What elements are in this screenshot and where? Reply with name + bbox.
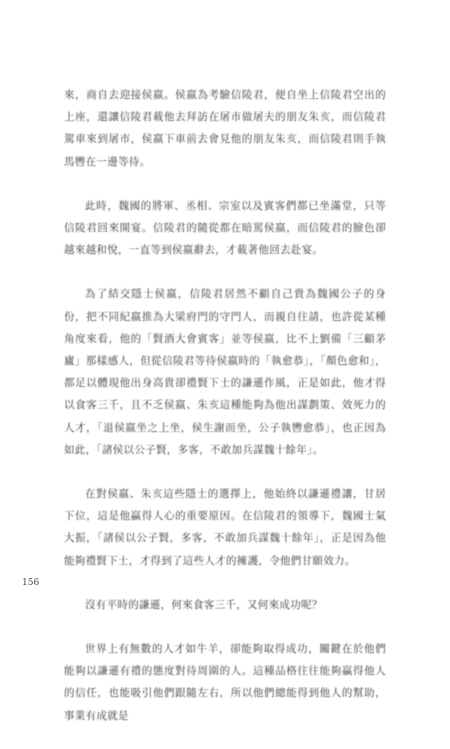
body-text <box>64 84 386 749</box>
paragraph: 世界上有無數的人才如牛羊，卻能夠取得成功，關鍵在於他們能夠以謙遜有禮的態度對待周圍的人。這種品格往往能夠贏得他人的信任，也能吸引他們跟隨左右，所以他們總能得到他人的幫助，事業有成就是 <box>64 643 386 722</box>
paragraph: 此時，魏國的將軍、丞相、宗室以及賓客們都已坐滿堂，只等信陵君回來開宴。信陵君的隨從都在暗罵侯嬴，而信陵君的臉色卻越來越和悅，一直等到侯嬴辭去，才載著他回去赴宴。 <box>64 199 386 257</box>
paragraph: 來，商自去迎接侯嬴。侯嬴為考驗信陵君，便自坐上信陵君空出的上座，還讓信陵君載他去拜訪在屠市做屠夫的朋友朱亥，而信陵君駕車來到屠市，侯嬴下車前去會見他的朋友朱亥，而信陵君則手執馬轡在一邊等待。 <box>64 89 386 168</box>
paragraph: 為了結交隱士侯嬴，信陵君居然不顧自己貴為魏國公子的身份，把不同紀嬴推為大梁府門的守門人，而親自往請，也許從某種角度來看，他的「賢酒大會賓客」並等侯嬴，比不上劉備「三顧茅廬」那樣感人，但從信陵君等待侯嬴時的「執愈恭」，「顏色愈和」，都足以體現他出身高貴卻禮賢下士的謙遜作風，正是如此，他才得以食客三千，且不乏侯嬴、朱亥這種能夠為他出謀劃策、效死力的人才，「退侯嬴坐之上坐，侯生謝而坐，公子執轡愈恭」，也正因為如此，「諸侯以公子賢，多客，不敢加兵謀魏十餘年」。 <box>64 288 386 456</box>
paragraph: 沒有平時的謙遜，何來食客三千，又何來成功呢？ <box>85 598 323 611</box>
page-number: 156 <box>22 578 40 588</box>
paragraph: 在對侯嬴、朱亥這些隱士的選擇上，他始終以謙遜禮讓，甘居下位，這是他贏得人心的重要原因。在信陵君的領導下，魏國士氣大振，「諸侯以公子賢，多客，不敢加兵謀魏十餘年」，正是因為他能夠禮賢下士，才得到了這些人才的擁護，令他們甘願效力。 <box>64 488 386 567</box>
